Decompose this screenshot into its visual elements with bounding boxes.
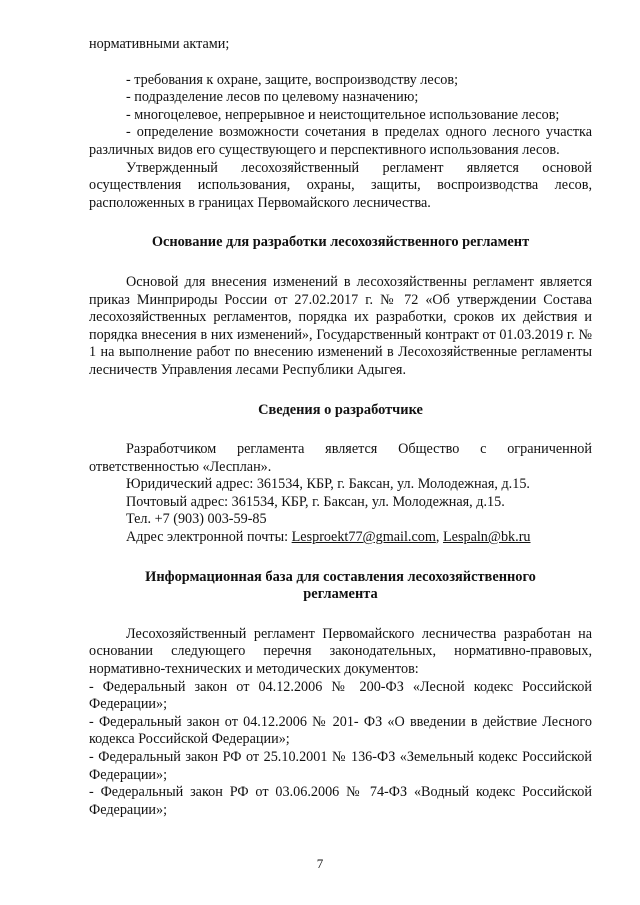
list-item: - многоцелевое, непрерывное и неистощительное использование лесов; — [126, 106, 560, 123]
approved-paragraph: Утвержденный лесохозяйственный регламент является основой осуществления использования, охраны, защиты, воспроизводства лесов, расположенных в границах Первомайского лесничества. — [89, 159, 592, 211]
email-line — [89, 529, 592, 547]
list-item: - Федеральный закон РФ от 03.06.2006 № 74-ФЗ «Водный кодекс Российской Федерации»; — [89, 784, 592, 818]
postal-address: Почтовый адрес: 361534, КБР, г. Баксан, ул. Молодежная, д.15. — [126, 493, 505, 510]
email-label: Адрес электронной почты: — [126, 529, 292, 546]
documents-list — [89, 679, 592, 820]
phone: Тел. +7 (903) 003-59-85 — [126, 511, 267, 528]
section-info-base-title — [89, 569, 592, 604]
email-link-1[interactable]: Lesproekt77@gmail.com — [291, 529, 436, 546]
list-item: - определение возможности сочетания в пределах одного лесного участка различных видов его существующего и перспективного использования лесов. — [89, 124, 592, 158]
email-link-2[interactable]: Lespaln@bk.ru — [442, 529, 531, 546]
page-content — [89, 36, 592, 819]
email-separator: , — [435, 529, 443, 546]
requirements-list — [89, 72, 592, 160]
section-basis-title: Основание для разработки лесохозяйственного регламент — [151, 234, 530, 251]
list-item: - подразделение лесов по целевому назначению; — [126, 89, 419, 106]
list-item: - Федеральный закон от 04.12.2006 № 200-ФЗ «Лесной кодекс Российской Федерации»; — [89, 678, 592, 713]
developer-text: Разработчиком регламента является Общество с ограниченной ответственностью «Лесплан». — [89, 441, 592, 475]
title-line-1: Информационная база для составления лесохозяйственного — [145, 568, 536, 585]
intro-line: нормативными актами; — [89, 36, 230, 52]
list-item: - Федеральный закон от 04.12.2006 № 201- ФЗ «О введении в действие Лесного кодекса Российской Федерации»; — [89, 713, 592, 748]
section-basis-text: Основой для внесения изменений в лесохозяйственны регламент является приказ Минприроды России от 27.02.2017 г. № 72 «Об утверждении Состава лесохозяйственных регламентов, порядка их разработки, сроков их действия и порядка внесения в них изменений», Государственный контракт от 01.03.2019 г. № 1 на выполнение работ по внесению изменений в Лесохозяйственные регламенты лесничеств Управления лесами Республики Адыгея. — [89, 273, 592, 378]
info-base-text: Лесохозяйственный регламент Первомайского лесничества разработан на основании следующего перечня законодательных, нормативно-правовых, нормативно-технических и методических документов: — [89, 625, 592, 678]
list-item: - требования к охране, защите, воспроизводству лесов; — [126, 71, 459, 88]
page-number: 7 — [316, 856, 324, 871]
legal-address: Юридический адрес: 361534, КБР, г. Баксан, ул. Молодежная, д.15. — [126, 476, 530, 493]
section-developer-title: Сведения о разработчике — [258, 401, 423, 418]
list-item: - Федеральный закон РФ от 25.10.2001 № 136-ФЗ «Земельный кодекс Российской Федерации»; — [89, 749, 592, 783]
title-line-2: регламента — [303, 586, 378, 603]
